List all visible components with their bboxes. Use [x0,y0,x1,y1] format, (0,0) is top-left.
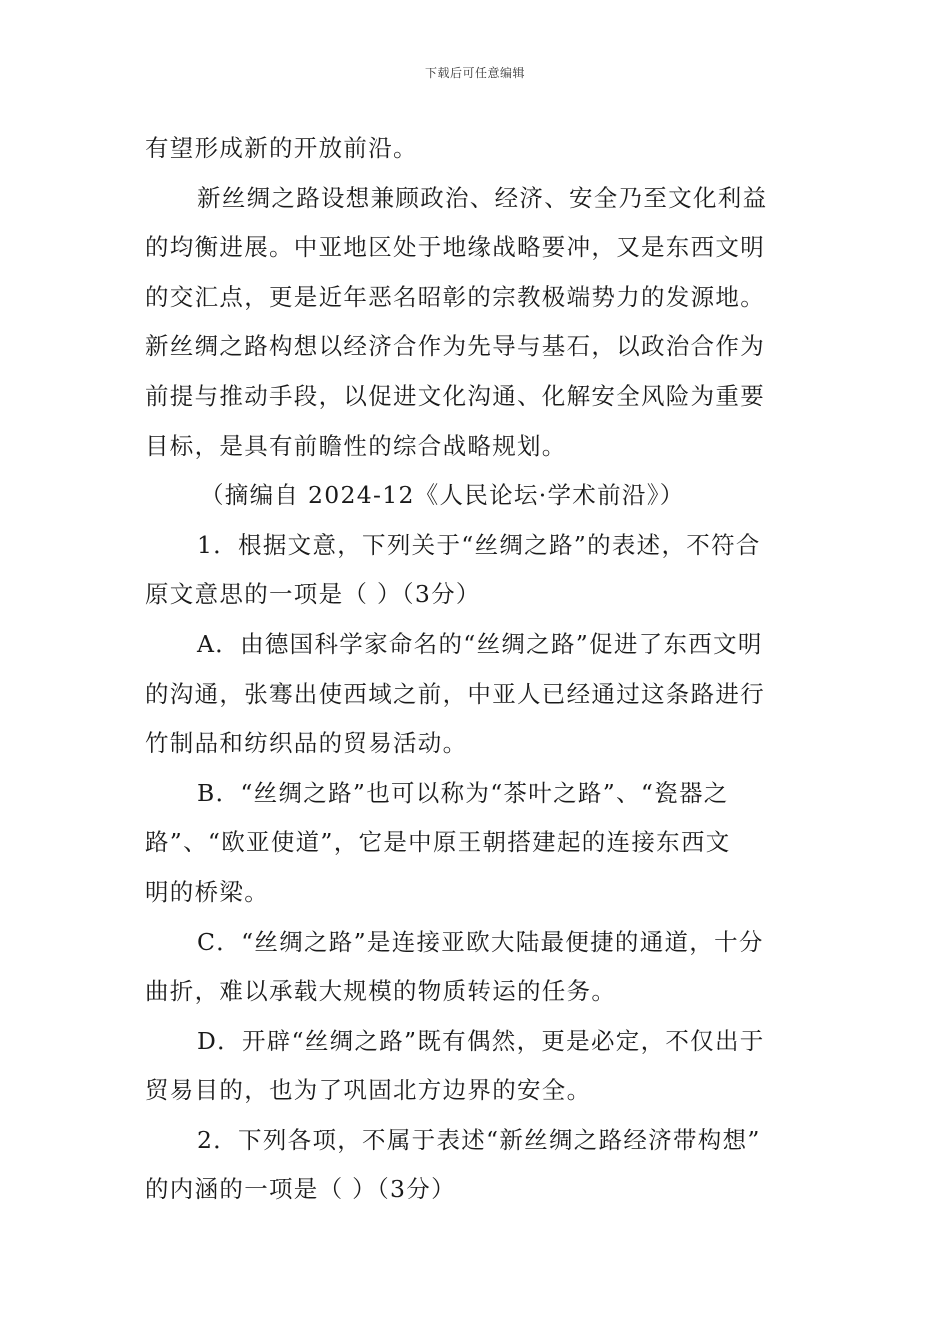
option-d: D．开辟“丝绸之路”既有偶然，更是必定，不仅出于 [197,1026,765,1055]
option-d-cont: 贸易目的，也为了巩固北方边界的安全。 [145,1076,592,1105]
text-line: 前提与推动手段，以促进文化沟通、化解安全风险为重要 [145,381,765,410]
option-a: A．由德国科学家命名的“丝绸之路”促进了东西文明 [197,629,763,658]
text-line: 的均衡进展。中亚地区处于地缘战略要冲，又是东西文明 [145,233,765,262]
text-line: 新丝绸之路构想以经济合作为先导与基石，以政治合作为 [145,332,765,361]
text-line: 新丝绸之路设想兼顾政治、经济、安全乃至文化利益 [197,183,768,212]
option-a-cont: 的沟通，张骞出使西域之前，中亚人已经通过这条路进行 [145,679,765,708]
text-line: 目标，是具有前瞻性的综合战略规划。 [145,431,567,460]
text-line: 的交汇点，更是近年恶名昭彰的宗教极端势力的发源地。 [145,282,765,311]
page-header: 下载后可任意编辑 [424,66,525,80]
text-line: 有望形成新的开放前沿。 [145,134,418,162]
question-2-stem: 2．下列各项，不属于表述“新丝绸之路经济带构想” [197,1125,761,1154]
option-c: C．“丝绸之路”是连接亚欧大陆最便捷的通道，十分 [197,927,764,956]
source-citation: （摘编自 2024-12《人民论坛·学术前沿》） [200,481,685,510]
option-c-cont: 曲折，难以承载大规模的物质转运的任务。 [145,977,617,1006]
document-body [145,124,810,1215]
option-b-cont: 路”、“欧亚使道”，它是中原王朝搭建起的连接东西文 [145,828,731,857]
option-b-cont: 明的桥梁。 [145,877,269,906]
question-1-stem: 1．根据文意，下列关于“丝绸之路”的表述，不符合 [197,530,761,559]
question-2-stem-cont: 的内涵的一项是（ ）（3分） [145,1175,456,1204]
option-a-cont: 竹制品和纺织品的贸易活动。 [145,729,468,758]
option-b: B．“丝绸之路”也可以称为“茶叶之路”、“瓷器之 [197,778,729,807]
question-1-stem-cont: 原文意思的一项是（ ）（3分） [145,580,481,609]
